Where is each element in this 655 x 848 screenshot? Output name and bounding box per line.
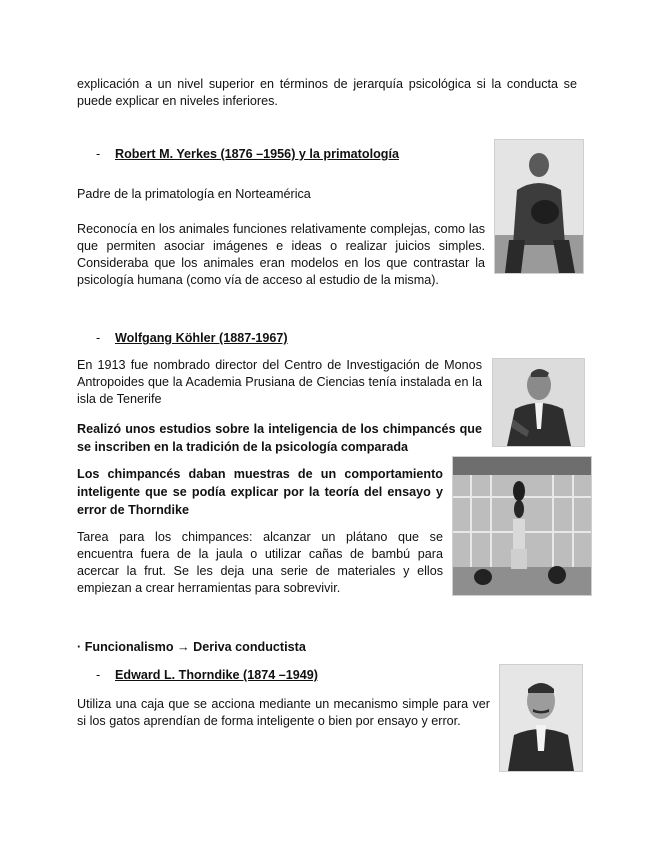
thorndike-heading-text: Edward L. Thorndike (1874 –1949) (115, 668, 318, 682)
thorndike-heading (96, 667, 476, 683)
kohler-bold-paragraph-1: Realizó unos estudios sobre la inteligencia de los chimpancés que se inscriben en la tradición de la psicología comparada (77, 422, 482, 454)
list-dash: - (96, 331, 101, 345)
list-dash: - (96, 668, 101, 682)
kohler-paragraph-1: En 1913 fue nombrado director del Centro de Investigación de Monos Antropoides que la Academia Prusiana de Ciencias tenía instalada en la isla de Tenerife (77, 358, 482, 406)
thorndike-photo (499, 664, 583, 772)
list-dash: - (96, 147, 101, 161)
kohler-heading (96, 330, 476, 346)
kohler-bold-paragraph-2: Los chimpancés daban muestras de un comportamiento inteligente que se podía explicar por la teoría del ensayo y error de Thorndike (77, 467, 443, 517)
yerkes-subtitle: Padre de la primatología en Norteamérica (77, 187, 311, 201)
yerkes-heading-text: Robert M. Yerkes (1876 –1956) y la primatología (115, 147, 399, 161)
kohler-heading-text: Wolfgang Köhler (1887-1967) (115, 331, 288, 345)
kohler-photo (492, 358, 585, 447)
funcionalismo-heading: · Funcionalismo → Deriva conductista (77, 640, 306, 654)
thorndike-paragraph: Utiliza una caja que se acciona mediante un mecanismo simple para ver si los gatos aprendían de forma inteligente o bien por ensayo y error. (77, 697, 490, 728)
yerkes-photo (494, 139, 584, 274)
yerkes-heading (96, 146, 476, 162)
intro-paragraph: explicación a un nivel superior en términos de jerarquía psicológica si la conducta se puede explicar en niveles inferiores. (77, 77, 577, 108)
yerkes-paragraph: Reconocía en los animales funciones relativamente complejas, como las que permiten asociar imágenes e ideas o realizar juicios simples. Consideraba que los animales eran modelos en los que contrastar la psicología humana (como vía de acceso al estudio de la misma). (77, 222, 485, 287)
kohler-paragraph-2: Tarea para los chimpances: alcanzar un plátano que se encuentra fuera de la jaula o utilizar cañas de bambú para acercar la frut. Se les deja una serie de materiales y ellos empiezan a crear herramientas para sobrevivir. (77, 530, 443, 595)
chimpanzee-experiment-photo (452, 456, 592, 596)
